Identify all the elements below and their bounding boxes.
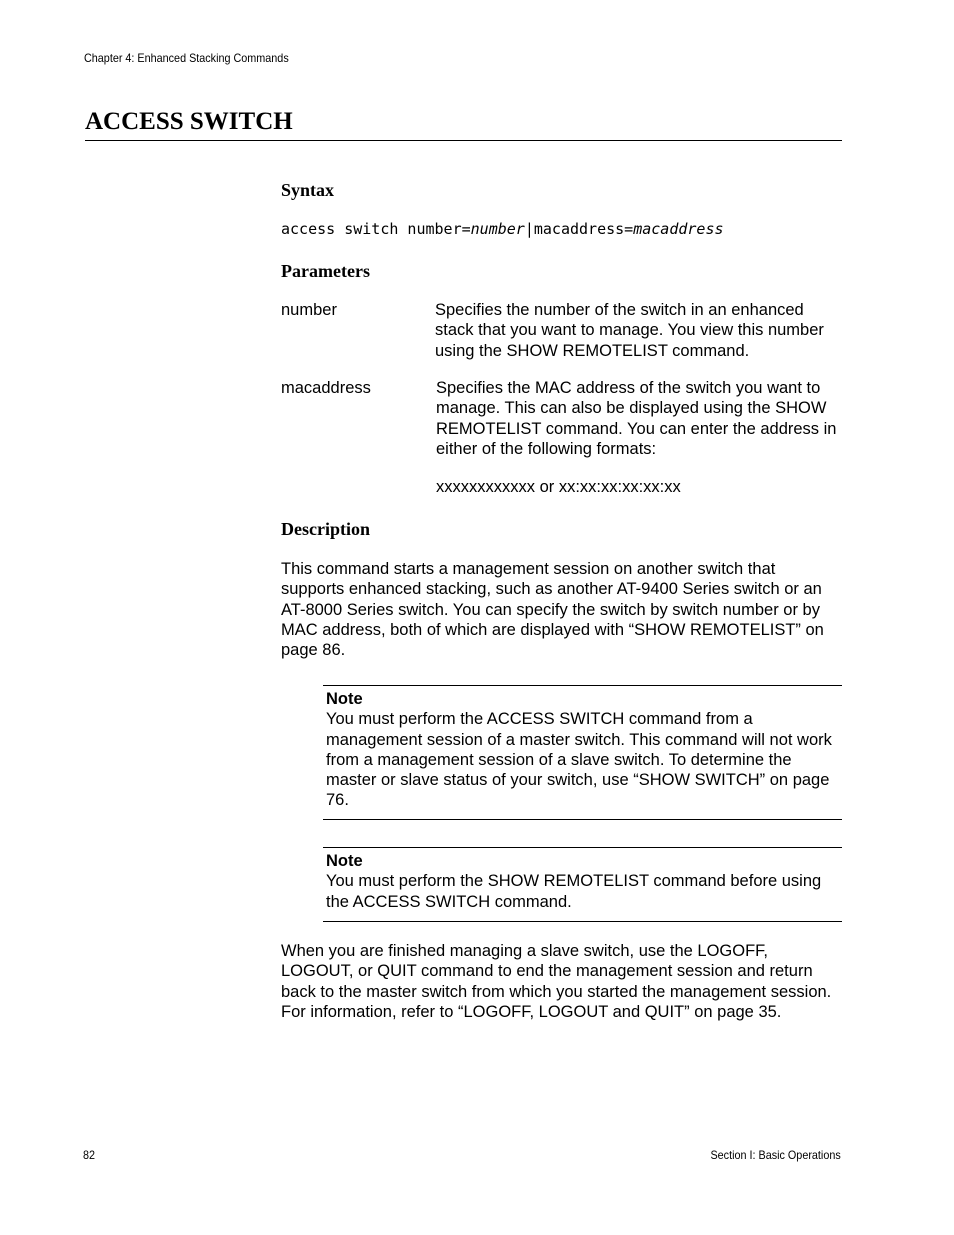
note-box-2 xyxy=(323,847,842,922)
page-title: ACCESS SWITCH xyxy=(85,108,293,135)
param-name-number: number xyxy=(281,301,337,319)
note-label: Note xyxy=(326,852,363,870)
running-header: Chapter 4: Enhanced Stacking Commands xyxy=(84,51,289,65)
note-text: You must perform the SHOW REMOTELIST command before using the ACCESS SWITCH command. xyxy=(326,872,822,911)
syntax-param-number: number xyxy=(470,220,525,238)
syntax-heading: Syntax xyxy=(281,180,335,200)
param-mac-formats: xxxxxxxxxxxx or xx:xx:xx:xx:xx:xx xyxy=(436,478,681,496)
note-label: Note xyxy=(326,690,363,708)
page-number: 82 xyxy=(83,1148,96,1162)
syntax-command: access switch number= xyxy=(281,220,471,238)
param-name-macaddress: macaddress xyxy=(281,379,371,397)
title-rule xyxy=(85,140,842,141)
param-desc-macaddress: Specifies the MAC address of the switch you want to manage. This can also be displayed using the SHOW REMOTELIST command. You can enter the address in either of the following formats: xyxy=(436,379,837,458)
syntax-separator: |macaddress= xyxy=(524,220,634,238)
parameters-heading: Parameters xyxy=(281,261,370,281)
syntax-line xyxy=(281,219,724,239)
description-paragraph-1: This command starts a management session on another switch that supports enhanced stacking, such as another AT-9400 Series switch or an AT-8000 Series switch. You can specify the switch by switch number or by MAC address, both of which are displayed with “SHOW REMOTELIST” on page 86. xyxy=(281,560,824,660)
syntax-param-macaddress: macaddress xyxy=(633,220,724,238)
footer-section: Section I: Basic Operations xyxy=(710,1148,841,1162)
param-desc-number: Specifies the number of the switch in an enhanced stack that you want to manage. You view this number using the SHOW REMOTELIST command. xyxy=(435,301,824,360)
description-heading: Description xyxy=(281,519,370,539)
description-paragraph-2: When you are finished managing a slave switch, use the LOGOFF, LOGOUT, or QUIT command to end the management session and return back to the master switch from which you started the management session. For information, refer to “LOGOFF, LOGOUT and QUIT” on page 35. xyxy=(281,942,832,1021)
note-box-1 xyxy=(323,685,842,820)
note-text: You must perform the ACCESS SWITCH command from a management session of a master switch. This command will not work from a management session of a slave switch. To determine the master or slave status of your switch, use “SHOW SWITCH” on page 76. xyxy=(326,710,832,810)
